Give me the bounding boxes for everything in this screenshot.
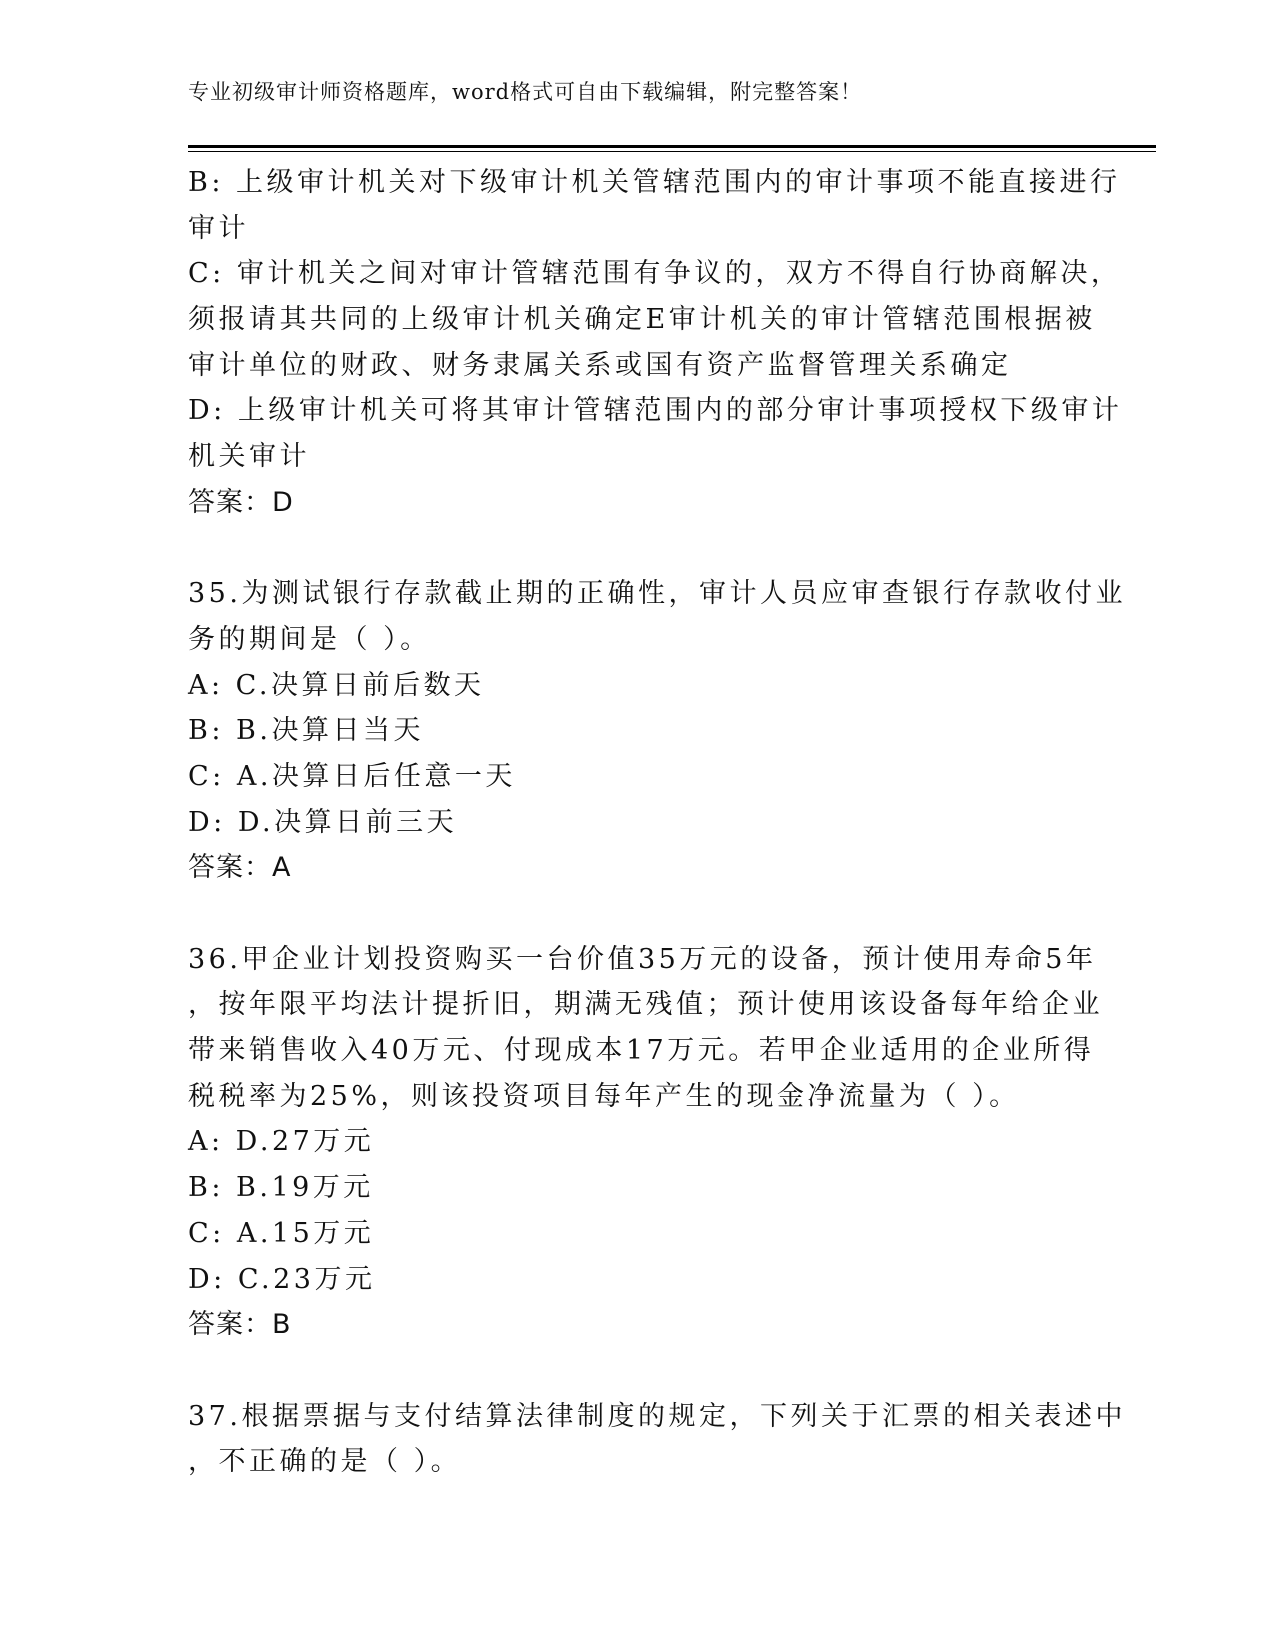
q35-option-b: B: B.决算日当天 <box>188 715 424 747</box>
spacer <box>188 1348 1088 1394</box>
header-rule-thick <box>188 145 1156 148</box>
q36-option-a: A: D.27万元 <box>188 1126 375 1158</box>
question-37 <box>188 1394 1126 1485</box>
spacer <box>188 891 1088 937</box>
q34-line: 须报请其共同的上级审计机关确定E审计机关的审计管辖范围根据被 <box>188 304 1096 336</box>
q36-stem-line: 带来销售收入40万元、付现成本17万元。若甲企业适用的企业所得 <box>188 1035 1095 1067</box>
q37-stem-line: 37.根据票据与支付结算法律制度的规定，下列关于汇票的相关表述中 <box>188 1400 1126 1432</box>
q35-stem-line: 务的期间是（ ）。 <box>188 623 431 655</box>
q35-option-d: D: D.决算日前三天 <box>188 806 458 838</box>
q36-stem-line: 税税率为25%，则该投资项目每年产生的现金净流量为（ ）。 <box>188 1080 1020 1112</box>
q35-option-c: C: A.决算日后任意一天 <box>188 760 516 792</box>
q35-answer: 答案：A <box>188 852 292 884</box>
q34-line: 审计单位的财政、财务隶属关系或国有资产监督管理关系确定 <box>188 349 1012 381</box>
q34-line: 审计 <box>188 212 249 244</box>
q34-line: B: 上级审计机关对下级审计机关管辖范围内的审计事项不能直接进行 <box>188 167 1121 198</box>
q34-line: C: 审计机关之间对审计管辖范围有争议的，双方不得自行协商解决， <box>188 258 1122 290</box>
q36-answer: 答案：B <box>188 1309 292 1341</box>
question-36 <box>188 937 1103 1348</box>
q36-option-b: B: B.19万元 <box>188 1172 374 1204</box>
q36-stem-line: 36.甲企业计划投资购买一台价值35万元的设备，预计使用寿命5年 <box>188 943 1097 975</box>
q36-option-c: C: A.15万元 <box>188 1217 375 1249</box>
q35-stem-line: 35.为测试银行存款截止期的正确性，审计人员应审查银行存款收付业 <box>188 578 1126 610</box>
question-35 <box>188 571 1126 891</box>
question-34-continuation <box>188 160 1123 526</box>
q35-option-a: A: C.决算日前后数天 <box>188 669 485 701</box>
q36-option-d: D: C.23万元 <box>188 1263 376 1295</box>
header-rule-thin <box>188 151 1156 152</box>
q34-answer: 答案：D <box>188 486 294 518</box>
header-note: 专业初级审计师资格题库，word格式可自由下载编辑，附完整答案！ <box>188 80 863 104</box>
q34-line: 机关审计 <box>188 441 310 473</box>
q36-stem-line: ，按年限平均法计提折旧，期满无残值；预计使用该设备每年给企业 <box>188 989 1103 1021</box>
q34-line: D: 上级审计机关可将其审计管辖范围内的部分审计事项授权下级审计 <box>188 395 1123 427</box>
q37-stem-line: ，不正确的是（ ）。 <box>188 1446 462 1478</box>
question-content <box>188 160 1126 1485</box>
spacer <box>188 526 1088 572</box>
